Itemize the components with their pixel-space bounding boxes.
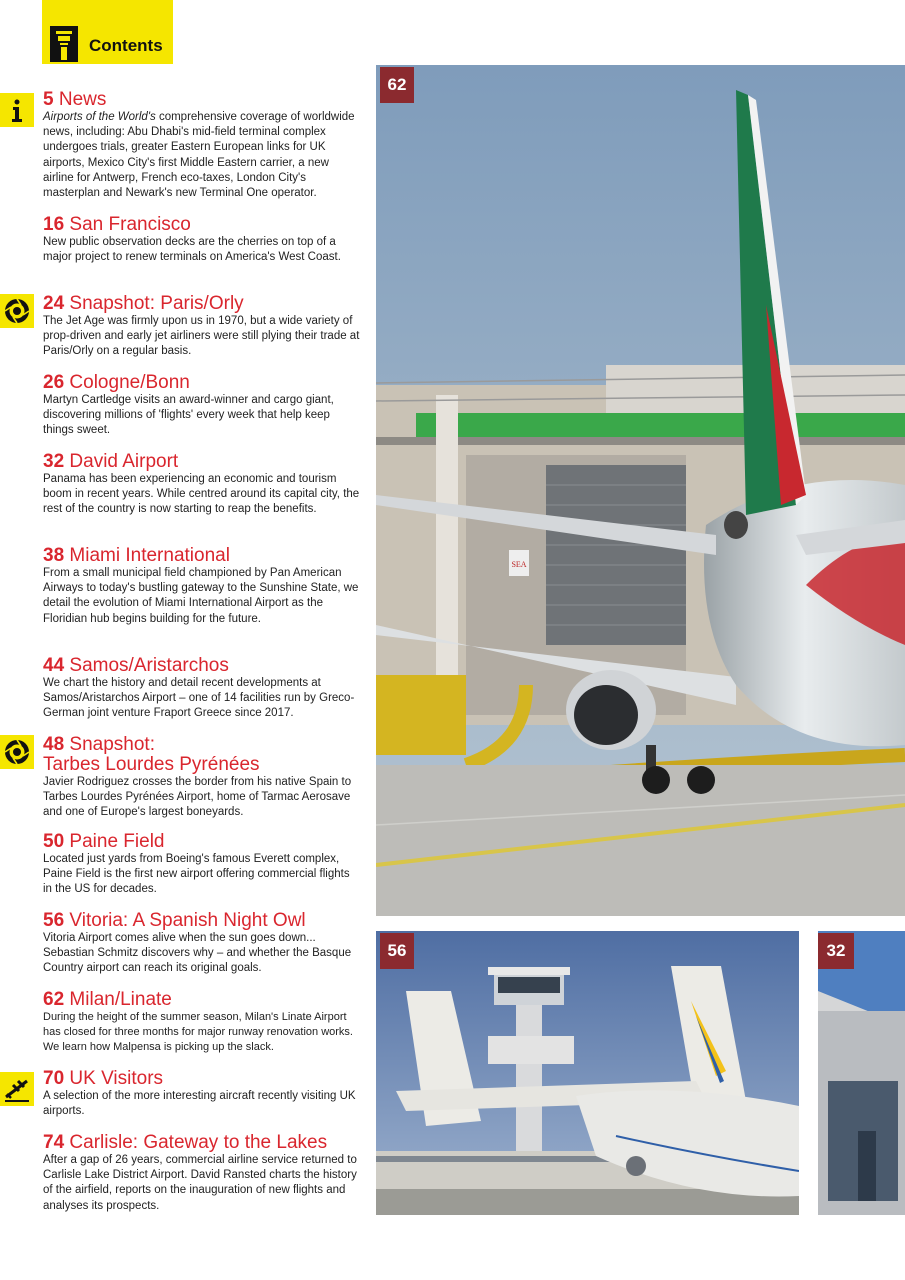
contents-header xyxy=(42,0,173,64)
entry-description: Panama has been experiencing an economic and tourism boom in recent years. While centred around its capital city, the rest of the country is now starting to reap the benefits. xyxy=(43,473,360,516)
entry-title: News xyxy=(58,89,107,110)
camera-lens-icon xyxy=(0,294,34,328)
toc-entry[interactable] xyxy=(43,546,361,627)
entry-title: Vitoria: A Spanish Night Owl xyxy=(69,910,306,931)
page-number: 74 xyxy=(43,1132,65,1153)
toc-entry[interactable] xyxy=(43,990,361,1056)
entry-description: New public observation decks are the cherries on top of a major project to renew terminals on America's West Coast. xyxy=(43,236,341,264)
entry-title: Paine Field xyxy=(69,831,165,852)
entry-description: After a gap of 26 years, commercial airline service returned to Carlisle Lake District Airport. David Ransted charts the history of the airfield, reports on the inauguration of new flights and analyses its prospects. xyxy=(43,1154,357,1212)
page-badge-62: 62 xyxy=(380,67,414,103)
entry-title: Cologne/Bonn xyxy=(69,372,190,393)
toc-entry[interactable] xyxy=(43,911,361,977)
david-airport-photo[interactable] xyxy=(818,931,905,1215)
toc-entry[interactable] xyxy=(43,832,361,898)
entry-description: From a small municipal field championed by Pan American Airways to today's bustling gateway to the Sunshine State, we detail the evolution of Miami International Airport as the Floridian hub begins building for the future. xyxy=(43,567,359,625)
info-icon xyxy=(0,93,34,127)
airplane-icon xyxy=(0,1072,34,1106)
toc-entry[interactable] xyxy=(43,294,361,360)
entry-description: Located just yards from Boeing's famous Everett complex, Paine Field is the first new airport offering commercial flights in the US for decades. xyxy=(43,853,350,896)
publication-name: Airports of the World's xyxy=(43,111,156,123)
entry-description: Vitoria Airport comes alive when the sun goes down... Sebastian Schmitz discovers why – and whether the Basque Country airport can reach its original goals. xyxy=(43,932,352,975)
entry-title: David Airport xyxy=(69,451,179,472)
entry-description: During the height of the summer season, Milan's Linate Airport has closed for three months for major runway renovation works. We learn how Malpensa is picking up the slack. xyxy=(43,1011,353,1054)
entry-description: A selection of the more interesting aircraft recently visiting UK airports. xyxy=(43,1090,356,1118)
page-number: 44 xyxy=(43,655,65,676)
page-number: 56 xyxy=(43,910,65,931)
toc-entry[interactable] xyxy=(43,1133,361,1214)
entry-description: The Jet Age was firmly upon us in 1970, but a wide variety of prop-driven and early jet airliners were still plying their trade at Paris/Orly on a regular basis. xyxy=(43,315,360,358)
toc-entry[interactable] xyxy=(43,90,361,201)
entry-title: Samos/Aristarchos xyxy=(69,655,229,676)
page-number: 38 xyxy=(43,545,65,566)
entry-title: Milan/Linate xyxy=(69,989,172,1010)
entry-title: Snapshot: Paris/Orly xyxy=(69,293,244,314)
entry-description: Javier Rodriguez crosses the border from his native Spain to Tarbes Lourdes Pyrénées Airport, home of Tarmac Aerosave and one of Europe's largest boneyards. xyxy=(43,776,352,819)
control-tower-icon xyxy=(50,26,78,62)
sea-sign: SEA xyxy=(511,560,527,569)
toc-entry[interactable] xyxy=(43,1069,361,1119)
toc-entry[interactable] xyxy=(43,452,361,518)
page-number: 5 xyxy=(43,89,54,110)
entry-title: Snapshot: xyxy=(69,734,155,755)
toc-entry[interactable] xyxy=(43,735,361,821)
toc-entry[interactable] xyxy=(43,215,361,265)
page-number: 26 xyxy=(43,372,65,393)
page-number: 50 xyxy=(43,831,65,852)
page-number: 70 xyxy=(43,1068,65,1089)
entry-title-line2: Tarbes Lourdes Pyrénées xyxy=(43,754,260,775)
entry-title: San Francisco xyxy=(69,214,191,235)
entry-title: UK Visitors xyxy=(69,1068,164,1089)
milan-linate-photo[interactable] xyxy=(376,65,905,916)
entry-description: Martyn Cartledge visits an award-winner and cargo giant, discovering millions of 'flights' every week that help keep things sweet. xyxy=(43,394,334,437)
toc-entry[interactable] xyxy=(43,373,361,439)
page-badge-56: 56 xyxy=(380,933,414,969)
entry-title: Carlisle: Gateway to the Lakes xyxy=(69,1132,328,1153)
page-number: 16 xyxy=(43,214,65,235)
entry-description: We chart the history and detail recent developments at Samos/Aristarchos Airport – one of 14 facilities run by Greco-German joint venture Fraport Greece since 2017. xyxy=(43,677,355,720)
entry-title: Miami International xyxy=(69,545,230,566)
vitoria-photo[interactable] xyxy=(376,931,799,1215)
page-number: 24 xyxy=(43,293,65,314)
page-badge-32: 32 xyxy=(818,933,854,969)
page-title: Contents xyxy=(89,36,163,55)
page-number: 48 xyxy=(43,734,65,755)
page-number: 62 xyxy=(43,989,65,1010)
toc-entry[interactable] xyxy=(43,656,361,722)
camera-lens-icon xyxy=(0,735,34,769)
page-number: 32 xyxy=(43,451,65,472)
entry-description: comprehensive coverage of worldwide news, including: Abu Dhabi's mid-field terminal complex undergoes trials, greater Eastern European links for UK airports, Mexico City's first Middle Eastern carrier, a new airline for Antwerp, French eco-taxes, London City's masterplan and Newark's new Terminal One operator. xyxy=(43,111,355,200)
